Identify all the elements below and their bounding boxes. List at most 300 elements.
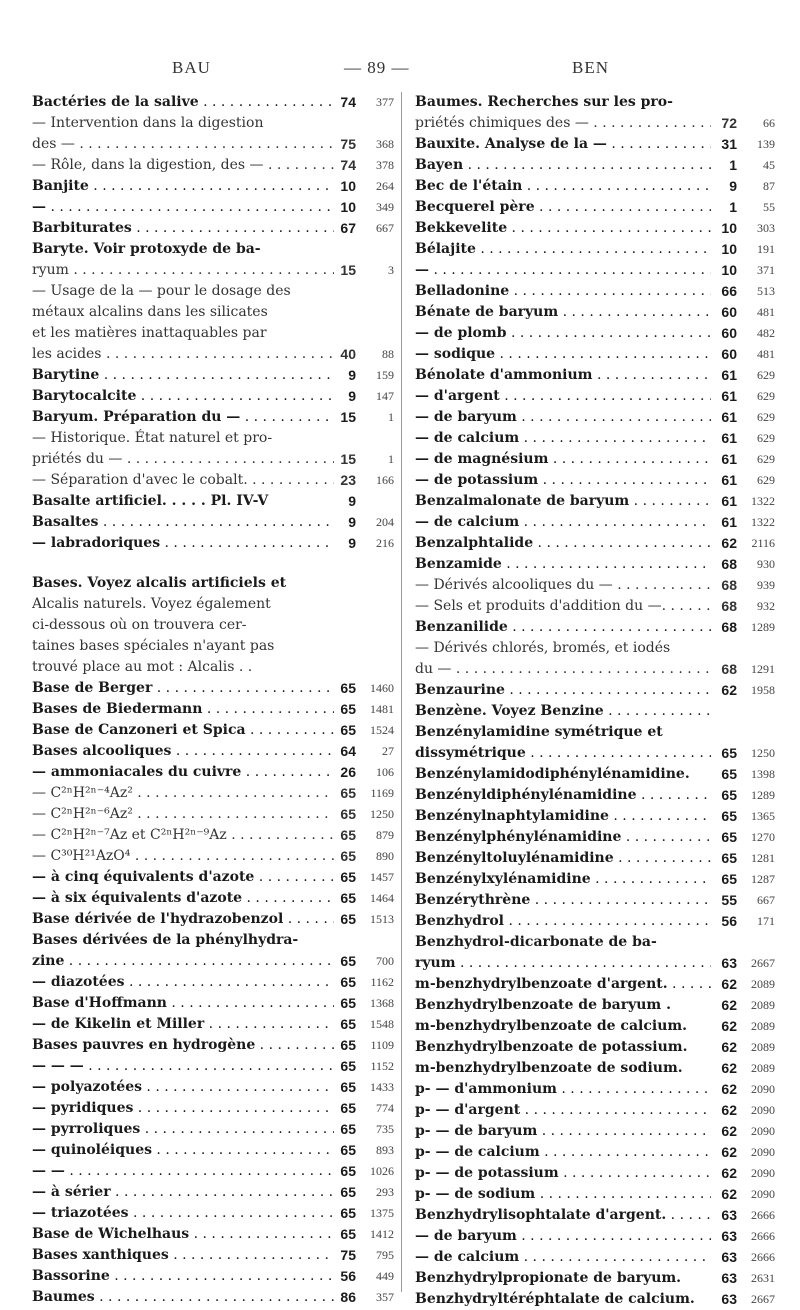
index-entry <box>415 260 775 281</box>
entry-page: 27 <box>382 744 394 758</box>
entry-term: Benzalmalonate de baryum . . . <box>415 491 711 512</box>
entry-volume: 23 <box>340 472 356 488</box>
entry-page: 629 <box>757 410 775 424</box>
entry-term: m-benzhydrylbenzoate d'argent. . . . <box>415 974 711 995</box>
entry-volume: 9 <box>348 493 356 509</box>
entry-volume: 63 <box>721 1207 737 1223</box>
entry-term: — de calcium . . . <box>415 428 711 449</box>
entry-page: 159 <box>376 368 394 382</box>
entry-term: Barbiturates . . . <box>32 218 334 239</box>
entry-page: 55 <box>763 200 775 214</box>
entry-page: 2090 <box>751 1103 775 1117</box>
index-entry <box>415 533 775 554</box>
index-entry <box>32 533 394 554</box>
index-entry <box>32 281 394 302</box>
index-entry <box>32 155 394 176</box>
entry-volume: 10 <box>721 220 737 236</box>
index-entry <box>415 176 775 197</box>
entry-page: 774 <box>376 1101 394 1115</box>
entry-term: — . . . <box>32 197 334 218</box>
entry-volume: 31 <box>721 136 737 152</box>
entry-term: taines bases spéciales n'ayant pas <box>32 638 275 654</box>
entry-term: Benzénylamidodiphénylénamidine. <box>415 766 690 782</box>
index-entry <box>415 1079 775 1100</box>
entry-term: Bassorine . . . <box>32 1266 334 1287</box>
entry-term: Becquerel père . . . <box>415 197 711 218</box>
entry-page: 893 <box>376 1143 394 1157</box>
index-entry <box>415 1247 775 1268</box>
entry-term: des — . . . <box>32 134 334 155</box>
entry-term: Bases alcooliques . . . <box>32 741 334 762</box>
index-entry <box>32 804 394 825</box>
entry-volume: 65 <box>721 808 737 824</box>
entry-term: Bec de l'étain . . . <box>415 176 711 197</box>
entry-page: 1 <box>388 410 394 424</box>
index-entry <box>32 888 394 909</box>
entry-volume: 62 <box>721 535 737 551</box>
index-entry <box>32 1098 394 1119</box>
index-entry <box>415 701 775 722</box>
entry-volume: 62 <box>721 1060 737 1076</box>
index-column-right <box>415 92 775 1310</box>
entry-page: 1322 <box>751 515 775 529</box>
entry-page: 2090 <box>751 1082 775 1096</box>
entry-term: Bases dérivées de la phénylhydra- <box>32 932 299 948</box>
entry-page: 1548 <box>370 1017 394 1031</box>
entry-term: p- — de calcium . . . <box>415 1142 711 1163</box>
index-entry <box>32 1266 394 1287</box>
entry-term: Benzénylnaphtylamidine . . . <box>415 806 711 827</box>
entry-term: — C³⁰H²¹AzO⁴ . . . <box>32 846 334 867</box>
index-entry <box>32 993 394 1014</box>
column-divider <box>401 92 402 1292</box>
index-entry <box>32 930 394 951</box>
entry-page: 2666 <box>751 1250 775 1264</box>
entry-page: 88 <box>382 347 394 361</box>
index-entry <box>415 470 775 491</box>
entry-volume: 65 <box>340 995 356 1011</box>
entry-page: 303 <box>757 221 775 235</box>
entry-term: Barytine . . . <box>32 365 334 386</box>
entry-page: 795 <box>376 1248 394 1262</box>
entry-term: Benzaurine . . . <box>415 680 711 701</box>
entry-term: Baryte. Voir protoxyde de ba- <box>32 241 261 257</box>
entry-term: — Historique. État naturel et pro- <box>32 430 273 446</box>
entry-page: 879 <box>376 828 394 842</box>
entry-page: 1524 <box>370 723 394 737</box>
entry-volume: 61 <box>721 472 737 488</box>
page-header <box>0 58 800 82</box>
entry-volume: 62 <box>721 1081 737 1097</box>
entry-term: ryum . . . <box>32 260 334 281</box>
entry-volume: 65 <box>340 680 356 696</box>
entry-term: Benzène. Voyez Benzine . . . <box>415 701 711 722</box>
entry-page: 87 <box>763 179 775 193</box>
entry-term: p- — d'argent . . . <box>415 1100 711 1121</box>
entry-volume: 10 <box>721 241 737 257</box>
index-entry <box>32 512 394 533</box>
index-entry <box>415 323 775 344</box>
entry-term: Basalte artificiel. . . . . Pl. IV-V <box>32 493 269 509</box>
entry-volume: 65 <box>340 974 356 990</box>
entry-page: 1291 <box>751 662 775 676</box>
entry-page: 1398 <box>751 767 775 781</box>
index-entry <box>32 636 394 657</box>
entry-page: 204 <box>376 515 394 529</box>
index-entry <box>415 491 775 512</box>
index-entry <box>415 281 775 302</box>
entry-volume: 65 <box>340 1100 356 1116</box>
entry-page: 2631 <box>751 1271 775 1285</box>
entry-term: p- — de baryum . . . <box>415 1121 711 1142</box>
entry-term: — de potassium . . . <box>415 470 711 491</box>
entry-term: Benzényldiphénylénamidine . . . <box>415 785 711 806</box>
index-entry <box>32 134 394 155</box>
entry-volume: 65 <box>340 848 356 864</box>
index-entry <box>415 1289 775 1310</box>
index-entry <box>415 1226 775 1247</box>
index-entry <box>32 1077 394 1098</box>
entry-term: — de Kikelin et Miller . . . <box>32 1014 334 1035</box>
index-entry <box>415 617 775 638</box>
entry-volume: 65 <box>340 911 356 927</box>
entry-spacer <box>32 554 394 573</box>
entry-volume: 65 <box>340 1163 356 1179</box>
entry-page: 1 <box>388 452 394 466</box>
entry-page: 629 <box>757 368 775 382</box>
index-entry <box>415 743 775 764</box>
index-entry <box>32 260 394 281</box>
entry-page: 66 <box>763 116 775 130</box>
entry-volume: 60 <box>721 325 737 341</box>
entry-page: 377 <box>376 95 394 109</box>
entry-page: 1026 <box>370 1164 394 1178</box>
index-entry <box>415 596 775 617</box>
entry-volume: 68 <box>721 556 737 572</box>
index-entry <box>415 974 775 995</box>
entry-volume: 65 <box>340 1016 356 1032</box>
entry-term: Base de Berger . . . <box>32 678 334 699</box>
entry-volume: 62 <box>721 1186 737 1202</box>
entry-volume: 15 <box>340 451 356 467</box>
entry-volume: 68 <box>721 661 737 677</box>
entry-term: Bases xanthiques . . . <box>32 1245 334 1266</box>
index-entry <box>415 932 775 953</box>
index-entry <box>415 869 775 890</box>
entry-term: priétés du — . . . <box>32 449 334 470</box>
entry-volume: 62 <box>721 1144 737 1160</box>
entry-page: 629 <box>757 452 775 466</box>
entry-volume: 68 <box>721 598 737 614</box>
entry-volume: 62 <box>721 1165 737 1181</box>
entry-volume: 62 <box>721 1039 737 1055</box>
entry-volume: 60 <box>721 346 737 362</box>
entry-page: 357 <box>376 1290 394 1304</box>
entry-page: 368 <box>376 137 394 151</box>
entry-term: Barytocalcite . . . <box>32 386 334 407</box>
entry-volume: 65 <box>340 701 356 717</box>
entry-page: 2116 <box>751 536 775 550</box>
entry-term: Benzamide . . . <box>415 554 711 575</box>
entry-term: — Intervention dans la digestion <box>32 115 264 131</box>
entry-volume: 9 <box>348 514 356 530</box>
index-entry <box>32 678 394 699</box>
entry-volume: 65 <box>340 890 356 906</box>
index-entry <box>32 407 394 428</box>
entry-term: Benzénylphénylénamidine . . . <box>415 827 711 848</box>
entry-volume: 62 <box>721 997 737 1013</box>
index-entry <box>32 825 394 846</box>
index-column-left <box>32 92 394 1308</box>
entry-term: Benzhydrylbenzoate de baryum . <box>415 997 671 1013</box>
entry-term: — Dérivés alcooliques du — . . . <box>415 575 711 596</box>
index-entry <box>415 218 775 239</box>
entry-term: Basaltes . . . <box>32 512 334 533</box>
entry-volume: 10 <box>340 199 356 215</box>
entry-volume: 65 <box>721 829 737 845</box>
entry-term: — Séparation d'avec le cobalt. . . . <box>32 470 334 491</box>
entry-page: 930 <box>757 557 775 571</box>
entry-volume: 56 <box>721 913 737 929</box>
entry-page: 1412 <box>370 1227 394 1241</box>
entry-term: — — . . . <box>32 1161 334 1182</box>
entry-page: 1460 <box>370 681 394 695</box>
entry-term: — pyrroliques . . . <box>32 1119 334 1140</box>
index-entry <box>415 428 775 449</box>
index-entry <box>32 470 394 491</box>
entry-volume: 65 <box>340 1226 356 1242</box>
entry-term: Bénolate d'ammonium . . . <box>415 365 711 386</box>
index-entry <box>415 1163 775 1184</box>
entry-page: 1433 <box>370 1080 394 1094</box>
entry-term: Benzanilide . . . <box>415 617 711 638</box>
entry-page: 1513 <box>370 912 394 926</box>
entry-volume: 26 <box>340 764 356 780</box>
index-entry <box>415 848 775 869</box>
entry-page: 45 <box>763 158 775 172</box>
entry-volume: 10 <box>721 262 737 278</box>
entry-volume: 61 <box>721 430 737 446</box>
index-entry <box>32 302 394 323</box>
entry-page: 3 <box>388 263 394 277</box>
entry-volume: 72 <box>721 115 737 131</box>
index-entry <box>415 995 775 1016</box>
index-entry <box>415 827 775 848</box>
entry-term: Benzhydrylpropionate de baryum. <box>415 1270 682 1286</box>
index-entry <box>415 302 775 323</box>
entry-page: 1365 <box>751 809 775 823</box>
index-entry <box>415 554 775 575</box>
index-entry <box>32 741 394 762</box>
entry-page: 2089 <box>751 977 775 991</box>
entry-term: Base de Wichelhaus . . . <box>32 1224 334 1245</box>
entry-term: ryum . . . <box>415 953 711 974</box>
index-entry <box>415 1268 775 1289</box>
entry-term: m-benzhydrylbenzoate de sodium. <box>415 1060 683 1076</box>
entry-term: — à sérier . . . <box>32 1182 334 1203</box>
entry-volume: 9 <box>348 367 356 383</box>
entry-term: Base d'Hoffmann . . . <box>32 993 334 1014</box>
index-entry <box>415 1058 775 1079</box>
index-entry <box>415 512 775 533</box>
entry-page: 890 <box>376 849 394 863</box>
entry-page: 1464 <box>370 891 394 905</box>
entry-term: p- — de potassium . . . <box>415 1163 711 1184</box>
entry-page: 2090 <box>751 1124 775 1138</box>
index-entry <box>415 92 775 113</box>
entry-term: — Rôle, dans la digestion, des — . . . <box>32 155 334 176</box>
index-entry <box>32 1224 394 1245</box>
entry-volume: 62 <box>721 976 737 992</box>
entry-term: Benzalphtalide . . . <box>415 533 711 554</box>
entry-page: 482 <box>757 326 775 340</box>
index-entry <box>415 659 775 680</box>
index-entry <box>415 239 775 260</box>
index-entry <box>32 176 394 197</box>
entry-term: Alcalis naturels. Voyez également <box>32 596 271 612</box>
entry-volume: 65 <box>721 745 737 761</box>
entry-page: 1162 <box>370 975 394 989</box>
entry-volume: 61 <box>721 388 737 404</box>
entry-volume: 10 <box>340 178 356 194</box>
entry-page: 378 <box>376 158 394 172</box>
entry-page: 1250 <box>751 746 775 760</box>
entry-page: 2090 <box>751 1166 775 1180</box>
entry-term: — pyridiques . . . <box>32 1098 334 1119</box>
entry-term: Bauxite. Analyse de la — . . . <box>415 134 711 155</box>
index-entry <box>415 134 775 155</box>
entry-page: 629 <box>757 473 775 487</box>
entry-volume: 65 <box>340 869 356 885</box>
index-entry <box>415 1205 775 1226</box>
entry-term: — à six équivalents d'azote . . . <box>32 888 334 909</box>
index-entry <box>32 428 394 449</box>
index-entry <box>415 197 775 218</box>
index-entry <box>415 155 775 176</box>
entry-volume: 56 <box>340 1268 356 1284</box>
entry-volume: 15 <box>340 262 356 278</box>
index-entry <box>32 92 394 113</box>
index-entry <box>32 951 394 972</box>
index-entry <box>32 1140 394 1161</box>
entry-volume: 61 <box>721 493 737 509</box>
entry-term: — — — . . . <box>32 1056 334 1077</box>
entry-term: et les matières inattaquables par <box>32 325 267 341</box>
entry-page: 1152 <box>370 1059 394 1073</box>
entry-page: 2089 <box>751 1019 775 1033</box>
entry-page: 371 <box>757 263 775 277</box>
entry-volume: 64 <box>340 743 356 759</box>
entry-volume: 65 <box>340 722 356 738</box>
index-entry <box>32 762 394 783</box>
index-entry <box>415 722 775 743</box>
entry-term: Bénate de baryum . . . <box>415 302 711 323</box>
entry-page: 166 <box>376 473 394 487</box>
entry-volume: 65 <box>340 1037 356 1053</box>
entry-term: — polyazotées . . . <box>32 1077 334 1098</box>
entry-page: 2090 <box>751 1187 775 1201</box>
entry-volume: 68 <box>721 577 737 593</box>
entry-volume: 86 <box>340 1289 356 1305</box>
entry-term: — ammoniacales du cuivre . . . <box>32 762 334 783</box>
entry-page: 1109 <box>370 1038 394 1052</box>
index-entry <box>415 680 775 701</box>
entry-page: 1281 <box>751 851 775 865</box>
entry-term: Bases pauvres en hydrogène . . . <box>32 1035 334 1056</box>
entry-volume: 65 <box>721 871 737 887</box>
entry-term: Banjite . . . <box>32 176 334 197</box>
entry-volume: 65 <box>340 953 356 969</box>
entry-volume: 62 <box>721 1018 737 1034</box>
entry-page: 2667 <box>751 1292 775 1306</box>
index-entry <box>415 806 775 827</box>
entry-volume: 9 <box>348 388 356 404</box>
entry-volume: 55 <box>721 892 737 908</box>
entry-page: 2089 <box>751 1061 775 1075</box>
index-entry <box>415 113 775 134</box>
entry-term: du — . . . <box>415 659 711 680</box>
entry-volume: 65 <box>340 1079 356 1095</box>
index-entry <box>32 1203 394 1224</box>
entry-page: 629 <box>757 389 775 403</box>
entry-volume: 63 <box>721 1249 737 1265</box>
entry-volume: 9 <box>348 535 356 551</box>
entry-term: — d'argent . . . <box>415 386 711 407</box>
entry-term: — Sels et produits d'addition du —. . . . <box>415 596 711 617</box>
index-entry <box>415 785 775 806</box>
entry-term: Benzénylxylénamidine . . . <box>415 869 711 890</box>
index-entry <box>32 197 394 218</box>
entry-volume: 65 <box>721 766 737 782</box>
entry-volume: 63 <box>721 1228 737 1244</box>
entry-term: Baumes. Recherches sur les pro- <box>415 94 673 110</box>
entry-term: — Dérivés chlorés, bromés, et iodés <box>415 640 671 656</box>
entry-volume: 65 <box>340 1205 356 1221</box>
entry-page: 481 <box>757 305 775 319</box>
entry-page: 1287 <box>751 872 775 886</box>
entry-page: 106 <box>376 765 394 779</box>
entry-page: 667 <box>757 893 775 907</box>
entry-term: m-benzhydrylbenzoate de calcium. <box>415 1018 688 1034</box>
entry-volume: 62 <box>721 1102 737 1118</box>
index-entry <box>415 911 775 932</box>
entry-term: — de calcium . . . <box>415 1247 711 1268</box>
entry-term: Benzhydryltéréphtalate de calcium. <box>415 1291 695 1307</box>
entry-term: — C²ⁿH²ⁿ⁻⁴Az² . . . <box>32 783 334 804</box>
entry-volume: 74 <box>340 157 356 173</box>
index-entry <box>415 1037 775 1058</box>
entry-page: 139 <box>757 137 775 151</box>
index-entry <box>32 972 394 993</box>
entry-page: 1481 <box>370 702 394 716</box>
index-entry <box>32 365 394 386</box>
entry-page: 629 <box>757 431 775 445</box>
entry-term: — Usage de la — pour le dosage des <box>32 283 291 299</box>
entry-volume: 74 <box>340 94 356 110</box>
index-entry <box>415 953 775 974</box>
entry-term: Benzhydrol-dicarbonate de ba- <box>415 934 657 950</box>
entry-volume: 65 <box>340 806 356 822</box>
index-entry <box>32 239 394 260</box>
entry-term: Belladonine . . . <box>415 281 711 302</box>
index-entry <box>32 594 394 615</box>
entry-term: p- — d'ammonium . . . <box>415 1079 711 1100</box>
index-entry <box>415 449 775 470</box>
entry-volume: 61 <box>721 451 737 467</box>
entry-page: 481 <box>757 347 775 361</box>
index-entry <box>415 575 775 596</box>
index-entry <box>32 218 394 239</box>
